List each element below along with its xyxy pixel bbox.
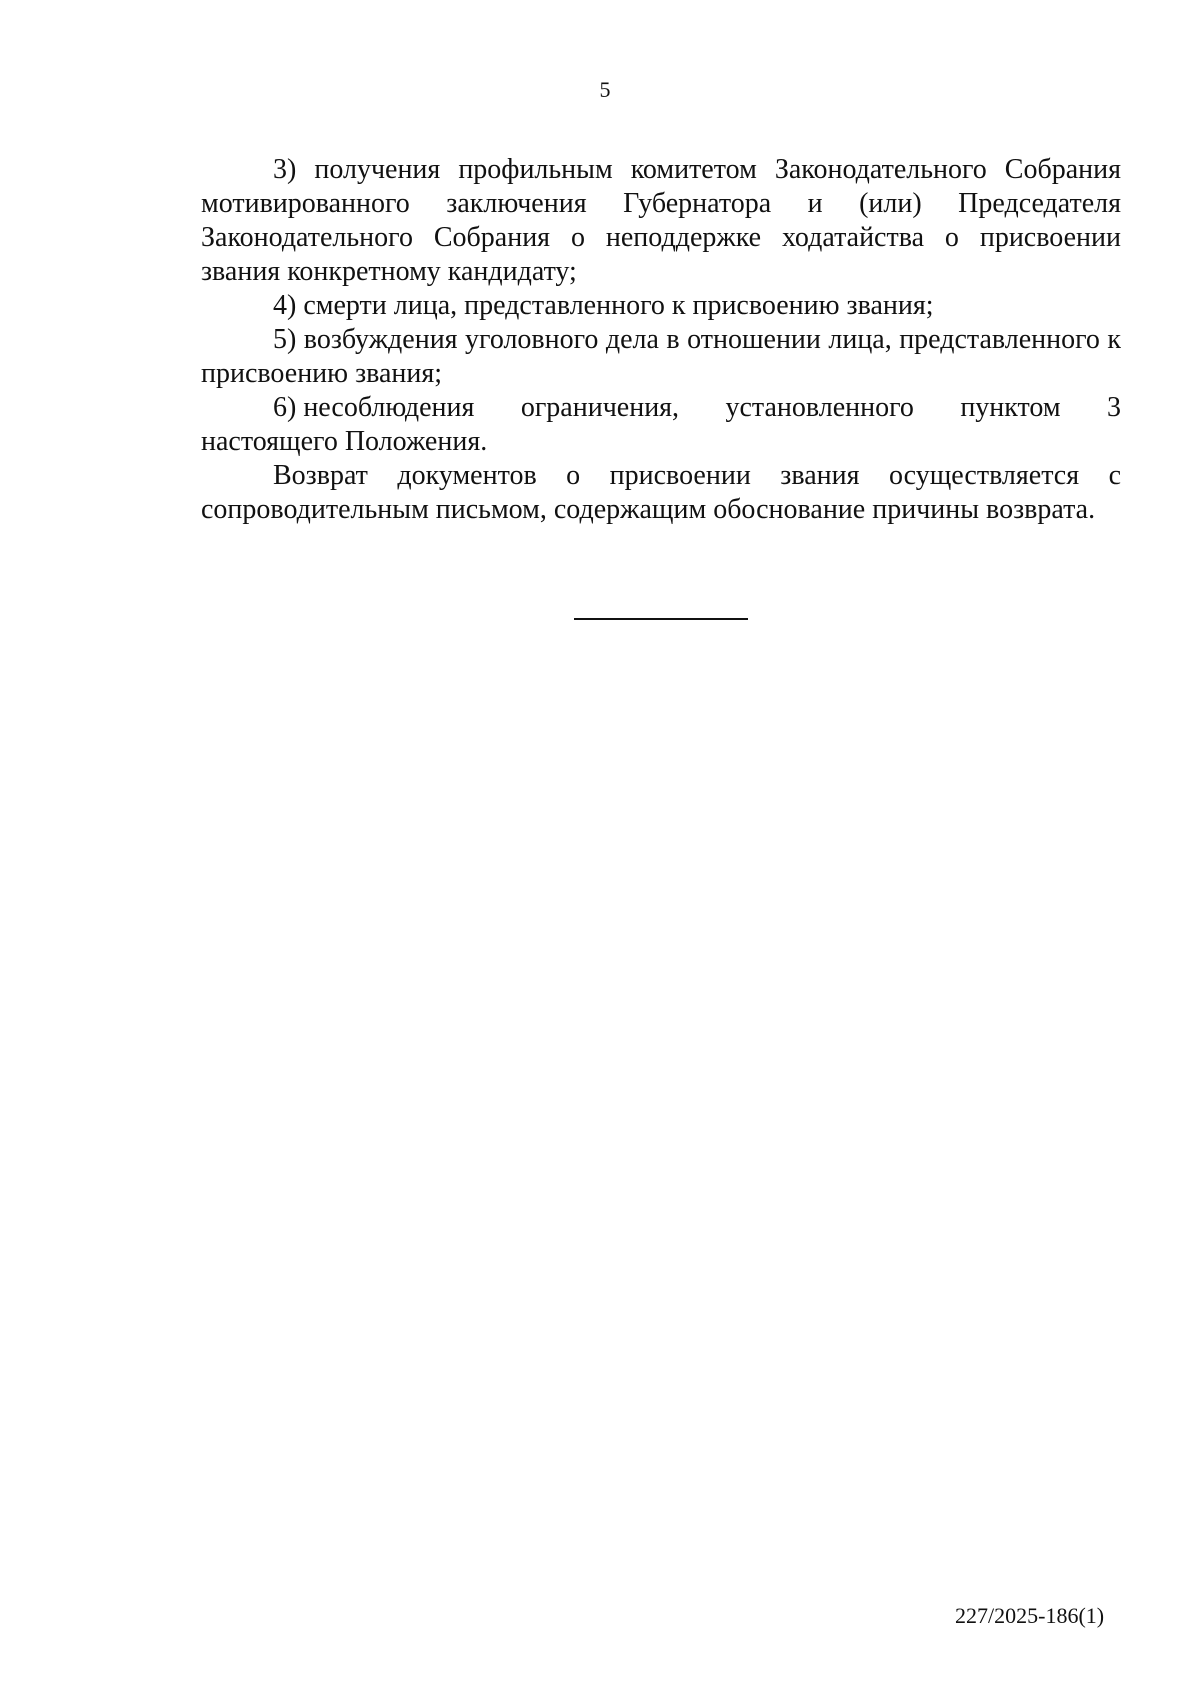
- paragraph-item-6: [201, 391, 1121, 459]
- page-number: 5: [599, 77, 611, 102]
- item6-word: ограничения,: [520, 392, 680, 423]
- paragraph-item-3: 3) получения профильным комитетом Законодательного Собрания мотивированного заключения Губернатора и (или) Председателя Законодательного Собрания о неподдержке ходатайства о присвоении звания конкретному кандидату;: [201, 154, 1121, 287]
- item6-word: установленного: [725, 392, 914, 423]
- paragraph-item-4: 4) смерти лица, представленного к присвоению звания;: [273, 290, 934, 321]
- end-of-text-rule: [574, 618, 748, 620]
- item6-word: 3: [1106, 392, 1121, 423]
- item6-continuation: настоящего Положения.: [201, 426, 488, 457]
- closing-paragraph: Возврат документов о присвоении звания осуществляется с сопроводительным письмом, содержащим обоснование причины возврата.: [201, 460, 1121, 525]
- paragraph-item-5: 5) возбуждения уголовного дела в отношении лица, представленного к присвоению звания;: [201, 324, 1121, 389]
- document-code: 227/2025-186(1): [955, 1603, 1105, 1628]
- item6-word: 6) несоблюдения: [273, 392, 475, 423]
- item6-word: пунктом: [960, 392, 1061, 423]
- document-body: [201, 153, 1121, 527]
